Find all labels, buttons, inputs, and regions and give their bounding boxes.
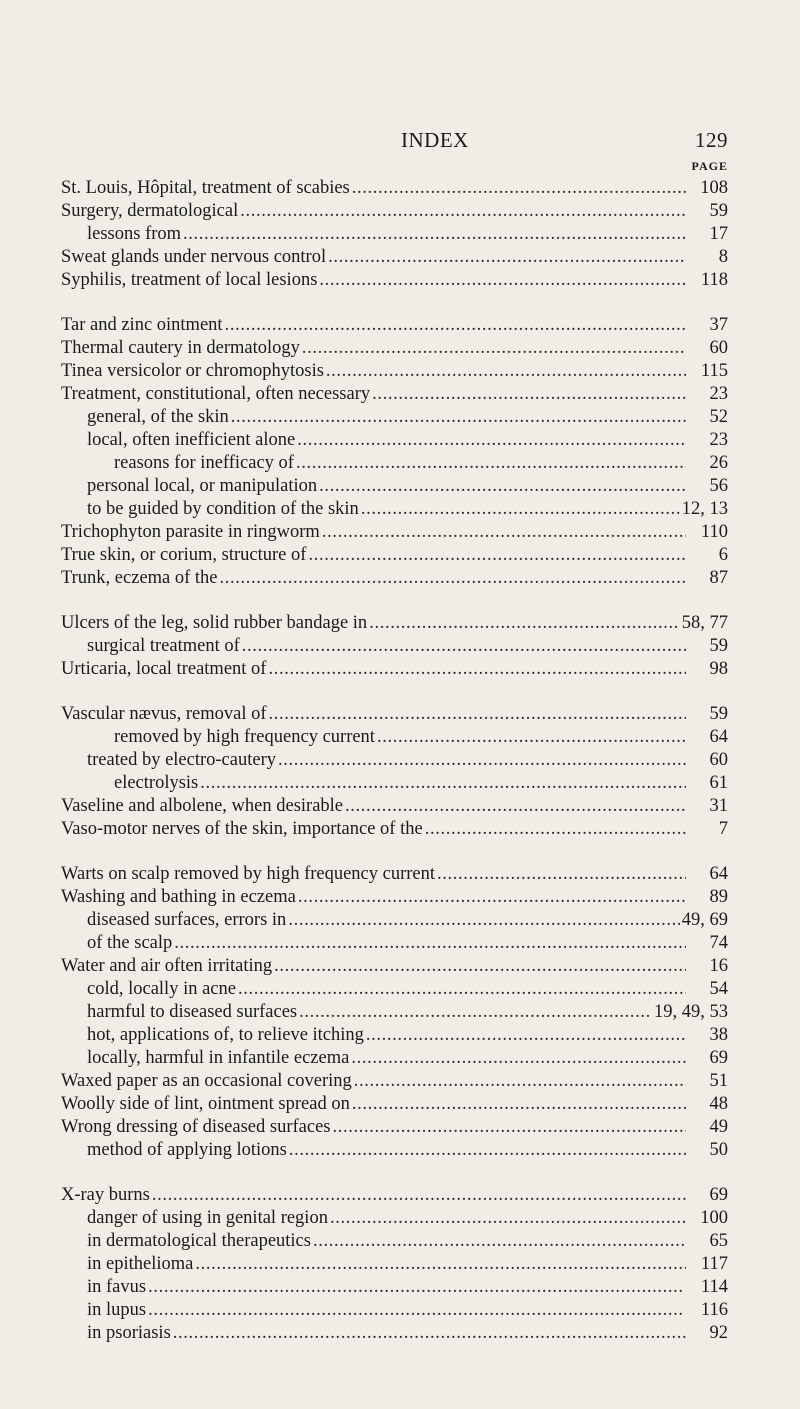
entry-pages: 23 xyxy=(709,384,728,404)
entry-pages: 54 xyxy=(709,979,728,999)
entry-pages: 58, 77 xyxy=(681,613,728,633)
entry-pages: 50 xyxy=(709,1140,728,1160)
entry-text: to be guided by condition of the skin xyxy=(87,499,359,519)
entry-pages: 60 xyxy=(709,750,728,770)
entry-pages: 26 xyxy=(709,453,728,473)
dot-leader xyxy=(302,337,686,360)
entry-pages: 69 xyxy=(709,1048,728,1068)
index-entry xyxy=(61,612,728,635)
index-subentry xyxy=(61,1253,728,1276)
entry-text: Sweat glands under nervous control xyxy=(61,247,327,267)
entry-text: Water and air often irritating xyxy=(61,956,273,976)
index-entry xyxy=(61,314,728,337)
index-subentry xyxy=(61,475,728,498)
entry-text: local, often inefficient alone xyxy=(87,430,296,450)
entry-pages: 110 xyxy=(700,522,728,542)
index-subentry xyxy=(61,1024,728,1047)
entry-pages: 31 xyxy=(709,796,728,816)
entry-text: harmful to diseased surfaces xyxy=(87,1002,298,1022)
dot-leader xyxy=(313,1230,686,1253)
index-entry xyxy=(61,863,728,886)
entry-pages: 17 xyxy=(709,224,728,244)
dot-leader xyxy=(330,1207,686,1230)
entry-pages: 49, 69 xyxy=(681,910,728,930)
entry-pages: 92 xyxy=(709,1323,728,1343)
dot-leader xyxy=(289,1139,686,1162)
entry-pages: 117 xyxy=(700,1254,728,1274)
index-entry xyxy=(61,337,728,360)
dot-leader xyxy=(238,978,686,1001)
dot-leader xyxy=(278,749,686,772)
dot-leader xyxy=(361,498,680,521)
entry-pages: 74 xyxy=(709,933,728,953)
dot-leader xyxy=(225,314,686,337)
entry-text: Tinea versicolor or chromophytosis xyxy=(61,361,324,381)
entry-pages: 89 xyxy=(709,887,728,907)
page-number: 129 xyxy=(695,128,728,152)
entry-text: Vaseline and albolene, when desirable xyxy=(61,796,344,816)
entry-text: in psoriasis xyxy=(87,1323,171,1343)
index-subentry xyxy=(61,1207,728,1230)
entry-text: Vaso-motor nerves of the skin, importance of the xyxy=(61,819,423,839)
entry-pages: 37 xyxy=(709,315,728,335)
entry-text: cold, locally in acne xyxy=(87,979,236,999)
entry-text: hot, applications of, to relieve itching xyxy=(87,1025,364,1045)
entry-pages: 115 xyxy=(700,361,728,381)
index-subentry xyxy=(61,909,728,932)
dot-leader xyxy=(174,932,686,955)
dot-leader xyxy=(148,1299,686,1322)
dot-leader xyxy=(425,818,686,841)
entry-text: of the scalp xyxy=(87,933,173,953)
dot-leader xyxy=(352,177,686,200)
entry-pages: 8 xyxy=(718,247,728,267)
index-entry xyxy=(61,886,728,909)
index-subentry xyxy=(61,1230,728,1253)
dot-leader xyxy=(240,200,686,223)
dot-leader xyxy=(269,703,686,726)
dot-leader xyxy=(220,567,686,590)
entry-text: Washing and bathing in eczema xyxy=(61,887,296,907)
entry-text: surgical treatment of xyxy=(87,636,240,656)
index-subentry xyxy=(61,1299,728,1322)
dot-leader xyxy=(366,1024,686,1047)
index-entry xyxy=(61,818,728,841)
dot-leader xyxy=(152,1184,686,1207)
index-entry xyxy=(61,269,728,292)
index-subentry xyxy=(61,452,728,475)
index-entry xyxy=(61,955,728,978)
entry-text: Thermal cautery in dermatology xyxy=(61,338,300,358)
dot-leader xyxy=(183,223,686,246)
dot-leader xyxy=(200,772,686,795)
index-section xyxy=(61,863,728,1162)
index-subentry xyxy=(61,772,728,795)
entry-text: electrolysis xyxy=(114,773,199,793)
index-entry xyxy=(61,544,728,567)
entry-text: Waxed paper as an occasional covering xyxy=(61,1071,352,1091)
index-subentry xyxy=(61,749,728,772)
dot-leader xyxy=(242,635,686,658)
index-entry xyxy=(61,567,728,590)
entry-text: Surgery, dermatological xyxy=(61,201,239,221)
dot-leader xyxy=(326,360,686,383)
index-subentry xyxy=(61,498,728,521)
entry-pages: 114 xyxy=(700,1277,728,1297)
index-entry xyxy=(61,1184,728,1207)
index-subentry xyxy=(61,429,728,452)
index-subentry xyxy=(61,406,728,429)
entry-text: method of applying lotions xyxy=(87,1140,287,1160)
index-entry xyxy=(61,658,728,681)
entry-text: Wrong dressing of diseased surfaces xyxy=(61,1117,331,1137)
entry-text: reasons for inefficacy of xyxy=(114,453,294,473)
dot-leader xyxy=(354,1070,686,1093)
index-entry xyxy=(61,177,728,200)
entry-text: in dermatological therapeutics xyxy=(87,1231,311,1251)
dot-leader xyxy=(268,658,686,681)
index-entry xyxy=(61,1070,728,1093)
entry-text: St. Louis, Hôpital, treatment of scabies xyxy=(61,178,350,198)
entry-text: X-ray burns xyxy=(61,1185,150,1205)
dot-leader xyxy=(437,863,686,886)
dot-leader xyxy=(332,1116,686,1139)
dot-leader xyxy=(299,1001,652,1024)
page-column-label: PAGE xyxy=(691,159,728,173)
entry-pages: 59 xyxy=(709,704,728,724)
dot-leader xyxy=(288,909,679,932)
dot-leader xyxy=(351,1047,686,1070)
index-subentry xyxy=(61,1139,728,1162)
dot-leader xyxy=(345,795,686,818)
dot-leader xyxy=(319,475,686,498)
entry-pages: 87 xyxy=(709,568,728,588)
entry-text: personal local, or manipulation xyxy=(87,476,318,496)
entry-pages: 19, 49, 53 xyxy=(654,1002,728,1022)
index-subentry xyxy=(61,223,728,246)
index-entry xyxy=(61,383,728,406)
entry-pages: 56 xyxy=(709,476,728,496)
entry-pages: 108 xyxy=(700,178,728,198)
index-subentry xyxy=(61,1047,728,1070)
entry-pages: 69 xyxy=(709,1185,728,1205)
index-entry xyxy=(61,200,728,223)
entry-pages: 23 xyxy=(709,430,728,450)
entry-text: in favus xyxy=(87,1277,147,1297)
entry-pages: 65 xyxy=(709,1231,728,1251)
entry-pages: 118 xyxy=(700,270,728,290)
entry-text: Urticaria, local treatment of xyxy=(61,659,267,679)
running-head: INDEX xyxy=(401,128,469,152)
entry-pages: 98 xyxy=(709,659,728,679)
index-entry xyxy=(61,795,728,818)
index-section xyxy=(61,612,728,681)
entry-pages: 116 xyxy=(700,1300,728,1320)
entry-text: Ulcers of the leg, solid rubber bandage in xyxy=(61,613,368,633)
entry-text: removed by high frequency current xyxy=(114,727,375,747)
entry-text: Trichophyton parasite in ringworm xyxy=(61,522,320,542)
entry-pages: 49 xyxy=(709,1117,728,1137)
dot-leader xyxy=(308,544,686,567)
index-section xyxy=(61,1184,728,1345)
entry-text: Woolly side of lint, ointment spread on xyxy=(61,1094,350,1114)
entry-pages: 64 xyxy=(709,864,728,884)
index-subentry xyxy=(61,978,728,1001)
dot-leader xyxy=(328,246,686,269)
dot-leader xyxy=(369,612,680,635)
entry-pages: 64 xyxy=(709,727,728,747)
entry-pages: 48 xyxy=(709,1094,728,1114)
dot-leader xyxy=(297,429,686,452)
entry-pages: 7 xyxy=(718,819,728,839)
dot-leader xyxy=(274,955,686,978)
entry-text: Treatment, constitutional, often necessary xyxy=(61,384,371,404)
index-entry xyxy=(61,703,728,726)
entry-text: general, of the skin xyxy=(87,407,229,427)
index-entry xyxy=(61,1116,728,1139)
index-subentry xyxy=(61,726,728,749)
index-section xyxy=(61,703,728,841)
dot-leader xyxy=(352,1093,686,1116)
dot-leader xyxy=(322,521,686,544)
entry-text: danger of using in genital region xyxy=(87,1208,328,1228)
dot-leader xyxy=(148,1276,686,1299)
index-subentry xyxy=(61,932,728,955)
entry-text: in lupus xyxy=(87,1300,147,1320)
entry-text: locally, harmful in infantile eczema xyxy=(87,1048,350,1068)
index-entry xyxy=(61,246,728,269)
page-header xyxy=(61,128,728,154)
entry-text: treated by electro-cautery xyxy=(87,750,276,770)
entry-pages: 38 xyxy=(709,1025,728,1045)
index-subentry xyxy=(61,1322,728,1345)
index-section xyxy=(61,177,728,292)
entry-pages: 100 xyxy=(700,1208,728,1228)
entry-pages: 12, 13 xyxy=(681,499,728,519)
entry-text: True skin, or corium, structure of xyxy=(61,545,307,565)
entry-pages: 52 xyxy=(709,407,728,427)
index-entries xyxy=(61,177,728,1345)
entry-pages: 51 xyxy=(709,1071,728,1091)
entry-pages: 59 xyxy=(709,201,728,221)
dot-leader xyxy=(195,1253,686,1276)
entry-pages: 61 xyxy=(709,773,728,793)
entry-text: lessons from xyxy=(87,224,182,244)
dot-leader xyxy=(319,269,686,292)
index-subentry xyxy=(61,1001,728,1024)
index-entry xyxy=(61,1093,728,1116)
index-entry xyxy=(61,521,728,544)
index-entry xyxy=(61,360,728,383)
entry-text: Trunk, eczema of the xyxy=(61,568,218,588)
entry-text: Warts on scalp removed by high frequency current xyxy=(61,864,436,884)
entry-pages: 59 xyxy=(709,636,728,656)
entry-text: in epithelioma xyxy=(87,1254,194,1274)
entry-text: Tar and zinc ointment xyxy=(61,315,223,335)
entry-pages: 16 xyxy=(709,956,728,976)
entry-text: Syphilis, treatment of local lesions xyxy=(61,270,318,290)
index-section xyxy=(61,314,728,590)
dot-leader xyxy=(377,726,686,749)
index-subentry xyxy=(61,1276,728,1299)
index-subentry xyxy=(61,635,728,658)
dot-leader xyxy=(296,452,686,475)
entry-pages: 60 xyxy=(709,338,728,358)
dot-leader xyxy=(231,406,686,429)
entry-text: Vascular nævus, removal of xyxy=(61,704,267,724)
dot-leader xyxy=(173,1322,686,1345)
index-page-content xyxy=(61,128,728,1367)
dot-leader xyxy=(298,886,686,909)
dot-leader xyxy=(372,383,686,406)
entry-text: diseased surfaces, errors in xyxy=(87,910,287,930)
entry-pages: 6 xyxy=(718,545,728,565)
